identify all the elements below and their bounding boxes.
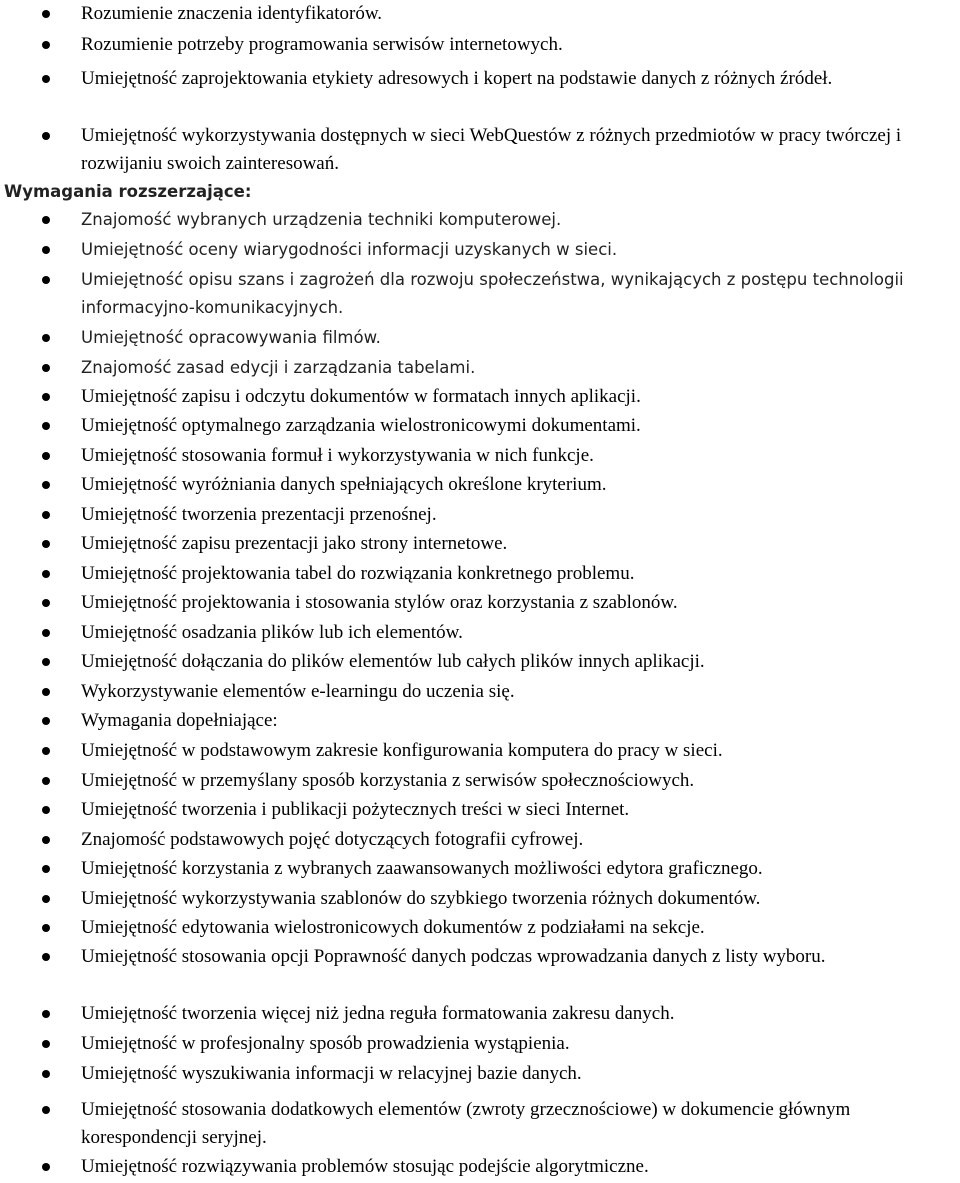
bullet-icon	[42, 511, 50, 519]
bullet-icon	[42, 570, 50, 578]
bullet-icon	[42, 452, 50, 460]
bullet-icon	[42, 1163, 50, 1171]
bullet-icon	[42, 658, 50, 666]
list-item-text: Umiejętność tworzenia prezentacji przenośnej.	[81, 504, 437, 525]
list-item-text: Umiejętność projektowania tabel do rozwiązania konkretnego problemu.	[81, 563, 635, 584]
bullet-icon	[42, 806, 50, 814]
bullet-icon	[42, 747, 50, 755]
bullet-icon	[42, 334, 50, 342]
list-item-text: Umiejętność tworzenia i publikacji pożytecznych treści w sieci Internet.	[81, 799, 630, 820]
list-item-text: Umiejętność stosowania dodatkowych elementów (zwroty grzecznościowe) w dokumencie głównym korespondencji seryjnej.	[81, 1099, 851, 1148]
list-item-text: Umiejętność edytowania wielostronicowych dokumentów z podziałami na sekcje.	[81, 917, 705, 938]
list-item-text: Umiejętność wykorzystywania dostępnych w sieci WebQuestów z różnych przedmiotów w pracy twórczej i rozwijaniu swoich zainteresowań.	[81, 125, 902, 174]
bullet-icon	[42, 1070, 50, 1078]
bullet-icon	[42, 246, 50, 254]
list-item-text: Umiejętność wyróżniania danych spełniających określone kryterium.	[81, 474, 607, 495]
bullet-icon	[42, 422, 50, 430]
bullet-icon	[42, 364, 50, 372]
list-item-text: Umiejętność projektowania i stosowania stylów oraz korzystania z szablonów.	[81, 592, 678, 613]
list-item-text: Rozumienie znaczenia identyfikatorów.	[81, 3, 383, 24]
list-item-text: Umiejętność w przemyślany sposób korzystania z serwisów społecznościowych.	[81, 770, 695, 791]
bullet-icon	[42, 688, 50, 696]
list-item-text: Znajomość podstawowych pojęć dotyczących fotografii cyfrowej.	[81, 829, 584, 850]
list-item-text: Umiejętność opracowywania filmów.	[81, 328, 381, 347]
list-item-text: Umiejętność w podstawowym zakresie konfigurowania komputera do pracy w sieci.	[81, 740, 723, 761]
list-item-text: Umiejętność tworzenia więcej niż jedna reguła formatowania zakresu danych.	[81, 1003, 675, 1024]
list-item-text: Umiejętność wyszukiwania informacji w relacyjnej bazie danych.	[81, 1063, 582, 1084]
list-item-text: Rozumienie potrzeby programowania serwisów internetowych.	[81, 34, 563, 55]
list-item-text: Umiejętność wykorzystywania szablonów do szybkiego tworzenia różnych dokumentów.	[81, 888, 761, 909]
list-item-text: Umiejętność opisu szans i zagrożeń dla rozwoju społeczeństwa, wynikających z postępu technologii informacyjno-komunikacyjnych.	[81, 270, 904, 317]
bullet-icon	[42, 836, 50, 844]
list-item-text: Umiejętność dołączania do plików elementów lub całych plików innych aplikacji.	[81, 651, 705, 672]
list-item-text: Znajomość wybranych urządzenia techniki komputerowej.	[81, 210, 562, 229]
bullet-icon	[42, 216, 50, 224]
list-item-text: Wykorzystywanie elementów e-learningu do uczenia się.	[81, 681, 515, 702]
bullet-icon	[42, 924, 50, 932]
list-item-text: Umiejętność rozwiązywania problemów stosując podejście algorytmiczne.	[81, 1156, 649, 1177]
list-item-text: Umiejętność oceny wiarygodności informacji uzyskanych w sieci.	[81, 240, 618, 259]
bullet-icon	[42, 481, 50, 489]
list-item-text: Umiejętność zapisu i odczytu dokumentów w formatach innych aplikacji.	[81, 386, 641, 407]
list-item-text: Umiejętność osadzania plików lub ich elementów.	[81, 622, 463, 643]
bullet-icon	[42, 75, 50, 83]
bullet-icon	[42, 540, 50, 548]
list-item-text: Umiejętność korzystania z wybranych zaawansowanych możliwości edytora graficznego.	[81, 858, 763, 879]
list-item-text: Umiejętność w profesjonalny sposób prowadzienia wystąpienia.	[81, 1033, 570, 1054]
bullet-icon	[42, 10, 50, 18]
bullet-icon	[42, 1010, 50, 1018]
bullet-icon	[42, 599, 50, 607]
list-item-text: Umiejętność optymalnego zarządzania wielostronicowymi dokumentami.	[81, 415, 641, 436]
list-item-text: Umiejętność zaprojektowania etykiety adresowych i kopert na podstawie danych z różnych źródeł.	[81, 68, 833, 89]
list-item-text: Umiejętność zapisu prezentacji jako strony internetowe.	[81, 533, 508, 554]
list-item-text: Wymagania dopełniające:	[81, 710, 278, 731]
bullet-icon	[42, 41, 50, 49]
bullet-icon	[42, 865, 50, 873]
list-item-text: Umiejętność stosowania opcji Poprawność danych podczas wprowadzania danych z listy wyboru.	[81, 946, 826, 967]
bullet-icon	[42, 629, 50, 637]
bullet-icon	[42, 717, 50, 725]
bullet-icon	[42, 1040, 50, 1048]
list-item-text: Umiejętność stosowania formuł i wykorzystywania w nich funkcje.	[81, 445, 594, 466]
bullet-icon	[42, 276, 50, 284]
bullet-icon	[42, 132, 50, 140]
section-heading: Wymagania rozszerzające:	[4, 182, 252, 201]
bullet-icon	[42, 393, 50, 401]
bullet-icon	[42, 895, 50, 903]
bullet-icon	[42, 1106, 50, 1114]
bullet-icon	[42, 777, 50, 785]
bullet-icon	[42, 953, 50, 961]
list-item-text: Znajomość zasad edycji i zarządzania tabelami.	[81, 358, 476, 377]
